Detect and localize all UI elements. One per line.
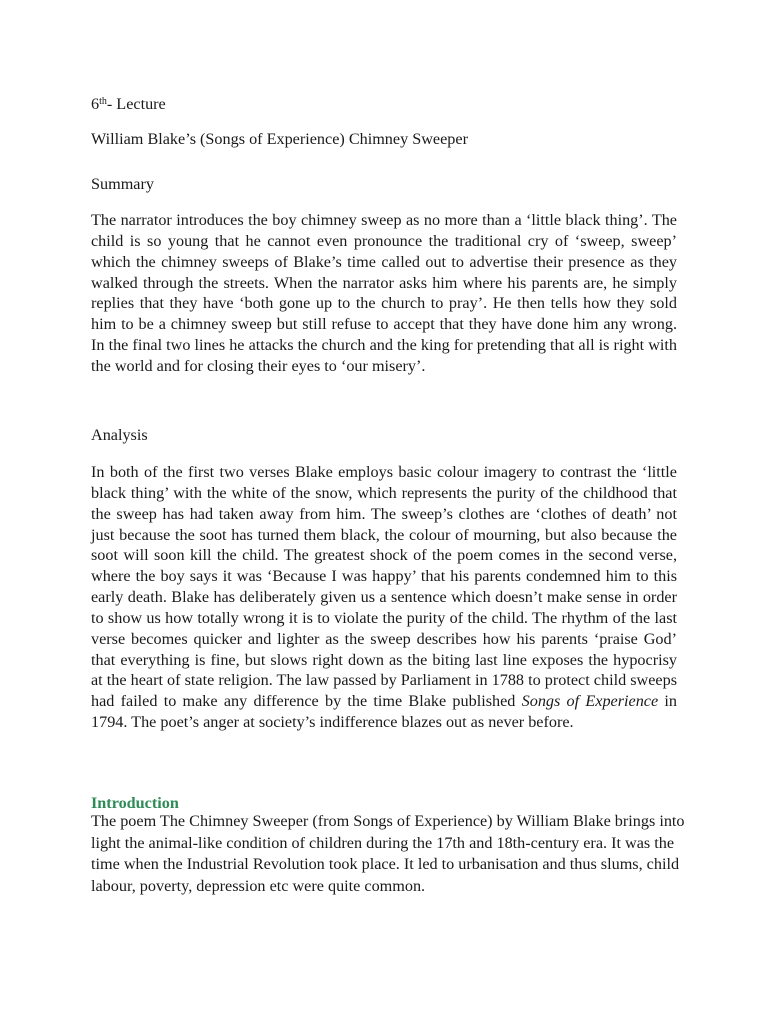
lecture-label: - Lecture (106, 95, 166, 113)
poem-title: William Blake’s (Songs of Experience) Chimney Sweeper (91, 130, 468, 148)
analysis-paragraph (91, 462, 677, 733)
introduction-heading: Introduction (91, 794, 179, 812)
analysis-heading: Analysis (91, 426, 148, 444)
lecture-superscript: th (99, 96, 107, 107)
summary-paragraph: The narrator introduces the boy chimney sweep as no more than a ‘little black thing’. The child is so young that he cannot even pronounce the traditional cry of ‘sweep, sweep’ which the chimney sweeps of Blake’s time called out to advertise their presence as they walked through the streets. When the narrator asks him where his parents are, he simply replies that they have ‘both gone up to the church to pray’. He then tells how they sold him to be a chimney sweep but still refuse to accept that they have done him any wrong. In the final two lines he attacks the church and the king for pretending that all is right with the world and for closing their eyes to ‘our misery’. (91, 211, 677, 375)
lecture-number: 6 (91, 95, 100, 113)
analysis-book-title: Songs of Experience (521, 692, 659, 711)
analysis-text-part-1: In both of the first two verses Blake employs basic colour imagery to contrast the ‘little black thing’ with the white of the snow, which represents the purity of the childhood that the sweep has had taken away from him. The sweep’s clothes are ‘clothes of death’ not just because the soot has turned them black, the colour of mourning, but also because the soot will soon kill the child. The greatest shock of the poem comes in the second verse, where the boy says it was ‘Because I was happy’ that his parents condemned him to this early death. Blake has deliberately given us a sentence which doesn’t make sense in order to show us how totally wrong it is to violate the purity of the child. The rhythm of the last verse becomes quicker and lighter as the sweep describes how his parents ‘praise God’ that everything is fine, but slows right down as the biting last line exposes the hypocrisy at the heart of state religion. The law passed by Parliament in 1788 to protect child sweeps had failed to make any difference by the time Blake published (91, 463, 677, 711)
summary-heading: Summary (91, 175, 154, 193)
lecture-title (91, 94, 166, 115)
introduction-paragraph: The poem The Chimney Sweeper (from Songs of Experience) by William Blake brings into light the animal-like condition of children during the 17th and 18th-century era. It was the time when the Industrial Revolution took place. It led to urbanisation and thus slums, child labour, poverty, depression etc were quite common. (91, 812, 685, 895)
analysis-text-part-2: in 1794. The poet’s anger at society’s indifference blazes out as never before. (91, 692, 678, 732)
